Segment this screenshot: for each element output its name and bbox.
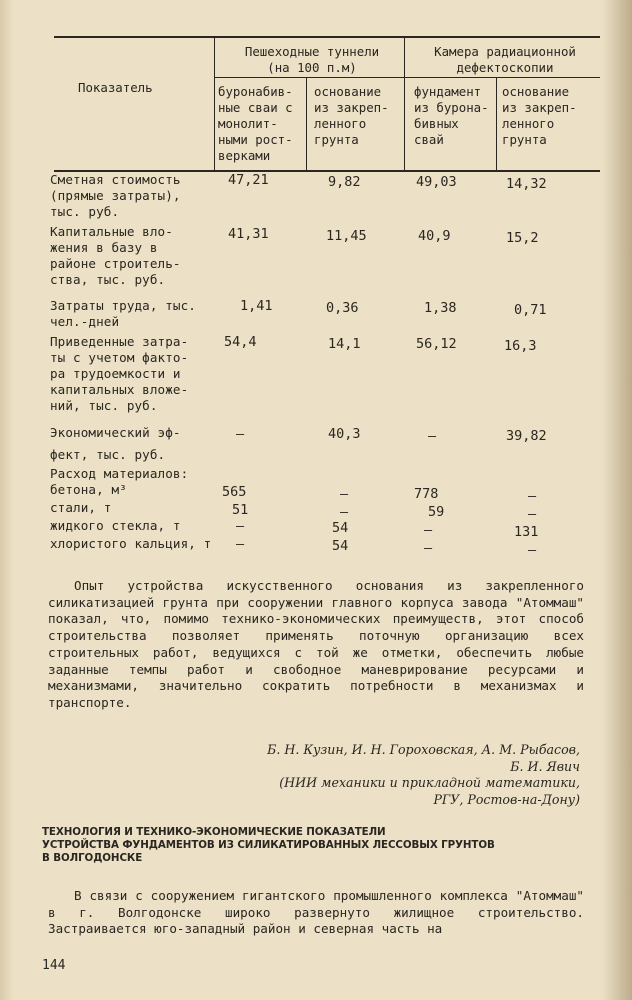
table-cell: 565 xyxy=(222,484,247,500)
table-cell: 51 xyxy=(232,502,249,518)
header-col-1: буронабив- ные сваи с монолит- ными рост- верками xyxy=(218,84,293,163)
table-cell: 14,32 xyxy=(506,176,547,192)
table-vline-3 xyxy=(404,38,405,170)
group-header-rule xyxy=(214,77,600,78)
table-cell: – xyxy=(528,488,537,504)
table-cell: 131 xyxy=(514,524,539,540)
table-cell: – xyxy=(528,542,537,558)
row-label-economic-effect: Экономический эф- фект, тыс. руб. xyxy=(50,425,181,462)
table-cell: 56,12 xyxy=(416,336,457,352)
header-col-2: основание из закреп- ленного грунта xyxy=(314,84,389,147)
table-cell: 14,1 xyxy=(328,336,361,352)
table-cell: 0,36 xyxy=(326,300,359,316)
header-col-4: основание из закреп- ленного грунта xyxy=(502,84,577,147)
table-vline-2 xyxy=(306,78,307,170)
page-number: 144 xyxy=(42,958,66,973)
table-cell: – xyxy=(236,536,245,552)
table-cell: – xyxy=(340,486,349,502)
table-cell: 40,3 xyxy=(328,426,361,442)
comparison-table xyxy=(48,36,600,556)
page-gutter-shadow xyxy=(0,0,14,1000)
table-cell: 59 xyxy=(428,504,445,520)
section-heading xyxy=(42,826,602,864)
row-label-concrete: бетона, м³ xyxy=(50,482,127,497)
row-label-labor-costs: Затраты труда, тыс. чел.-дней xyxy=(50,298,196,329)
table-vline-1 xyxy=(214,38,215,170)
heading-line: В ВОЛГОДОНСКЕ xyxy=(42,851,143,864)
table-cell: 54 xyxy=(332,538,349,554)
table-vline-4 xyxy=(496,78,497,170)
row-label-calcium-chloride: хлористого кальция, т xyxy=(50,536,212,551)
row-label-capital-investment: Капитальные вло- жения в базу в районе строитель- ства, тыс. руб. xyxy=(50,224,181,287)
table-cell: 47,21 xyxy=(228,172,269,188)
table-cell: 15,2 xyxy=(506,230,539,246)
table-cell: 54 xyxy=(332,520,349,536)
table-cell: 778 xyxy=(414,486,439,502)
row-label-estimated-cost: Сметная стоимость (прямые затраты), тыс. руб. xyxy=(50,172,181,219)
table-cell: 1,38 xyxy=(424,300,457,316)
page-edge-shadow xyxy=(602,0,632,1000)
heading-line: УСТРОЙСТВА ФУНДАМЕНТОВ ИЗ СИЛИКАТИРОВАННЫХ ЛЕССОВЫХ ГРУНТОВ xyxy=(42,838,495,851)
table-cell: – xyxy=(528,506,537,522)
signature-authors-line: Б. И. Явич xyxy=(510,758,580,774)
table-cell: 40,9 xyxy=(418,228,451,244)
header-indicator: Показатель xyxy=(78,80,153,95)
row-label-liquid-glass: жидкого стекла, т xyxy=(50,518,181,533)
body-paragraph: В связи с сооружением гигантского промышленного комплекса "Атоммаш" в г. Волгодонске широко развернуто жилищное строительство. Застраивается юго-западный район и северная часть на xyxy=(48,888,584,937)
table-cell: 16,3 xyxy=(504,338,537,354)
row-label-reduced-costs: Приведенные затра- ты с учетом факто- ра трудоемкости и капитальных вложе- ний, тыс. руб. xyxy=(50,334,189,413)
heading-line: ТЕХНОЛОГИЯ И ТЕХНИКО-ЭКОНОМИЧЕСКИЕ ПОКАЗАТЕЛИ xyxy=(42,826,386,838)
table-cell: 9,82 xyxy=(328,174,361,190)
header-col-3: фундамент из бурона- бивных свай xyxy=(414,84,489,147)
table-top-rule xyxy=(54,36,600,38)
signature-affiliation: (НИИ механики и прикладной математики, xyxy=(279,775,580,790)
table-cell: 54,4 xyxy=(224,334,257,350)
table-cell: 0,71 xyxy=(514,302,547,318)
row-label-steel: стали, т xyxy=(50,500,112,515)
author-signature xyxy=(267,742,580,808)
table-cell: 11,45 xyxy=(326,228,367,244)
header-group-tunnels: Пешеходные туннели (на 100 п.м) xyxy=(244,44,380,75)
table-cell: – xyxy=(424,540,433,556)
table-cell: – xyxy=(340,504,349,520)
row-label-materials: Расход материалов: xyxy=(50,466,189,481)
body-paragraph: Опыт устройства искусственного основания из закрепленного силикатизацией грунта при сооружении главного корпуса завода "Атоммаш" показал, что, помимо технико-экономических преимуществ, этот способ строительства позволяет применять поточную организацию всех строительных работ, ведущихся с той же отметки, обеспечить любые заданные темпы работ и свободное маневрирование ресурсами и механизмами, значительно сократить потребности в механизмах и транспорте. xyxy=(48,578,584,710)
table-cell: – xyxy=(424,522,433,538)
table-cell: – xyxy=(236,426,245,442)
table-cell: 1,41 xyxy=(240,298,273,314)
table-cell: 49,03 xyxy=(416,174,457,190)
table-cell: – xyxy=(236,518,245,534)
table-cell: 41,31 xyxy=(228,226,269,242)
header-group-chamber: Камера радиационной дефектоскопии xyxy=(434,44,576,75)
table-cell: – xyxy=(428,428,437,444)
signature-affiliation: РГУ, Ростов-на-Дону) xyxy=(433,791,580,807)
table-cell: 39,82 xyxy=(506,428,547,444)
signature-authors-line: Б. Н. Кузин, И. Н. Гороховская, А. М. Рыбасов, xyxy=(267,742,580,757)
